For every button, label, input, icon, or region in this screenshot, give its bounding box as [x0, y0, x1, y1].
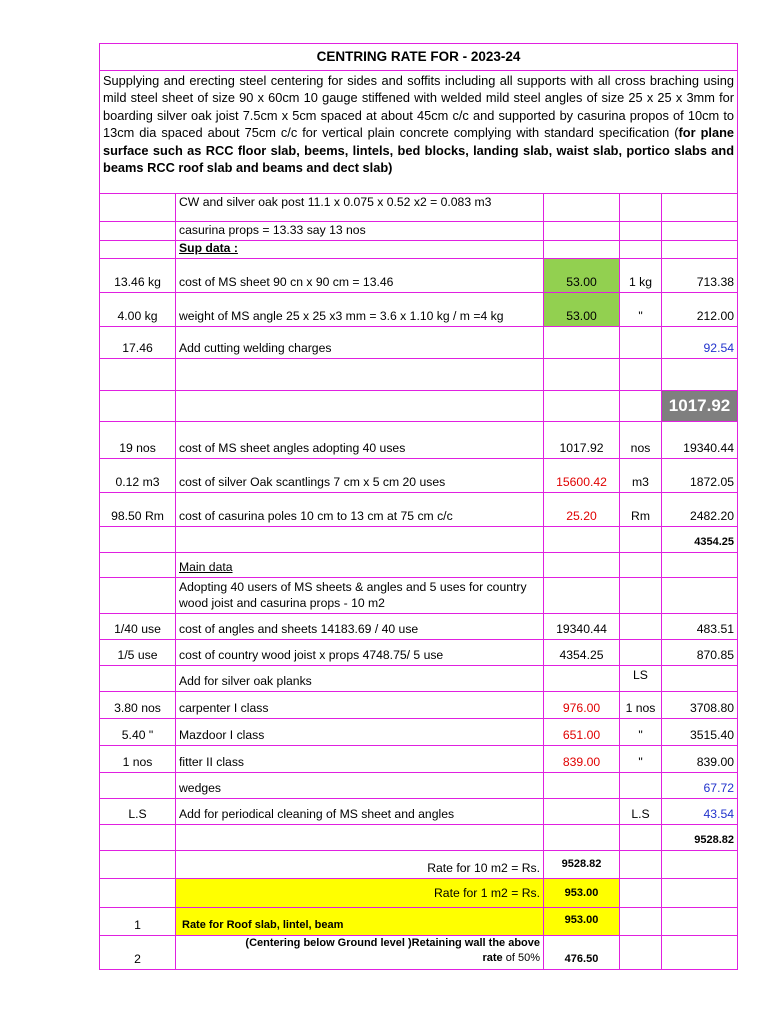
- sheet-angles-rate: 1017.92: [544, 422, 620, 459]
- angles-sheets-rate: 19340.44: [544, 614, 620, 640]
- ms-sheet-amount: 713.38: [662, 259, 738, 293]
- roof-rate-label: Rate for Roof slab, lintel, beam: [176, 908, 544, 936]
- wedges-amount: 67.72: [662, 773, 738, 799]
- fitter-rate: 839.00: [544, 746, 620, 773]
- centring-rate-table: [99, 43, 738, 970]
- country-wood-rate: 4354.25: [544, 640, 620, 666]
- description-text: Supplying and erecting steel centering for sides and soffits including all supports with all cross braching using mild steel sheet of size 90 x 60cm 10 gauge stiffened with welded mild steel angles of size 25 x 25 x 3mm for boarding silver oak joist 7.5cm x 5cm spaced at about 45cm c/c and supported by casurina propos of 10cm to 13cm dia spaced about 75cm c/c for vertical plain concrete complying with standard specification (: [103, 73, 735, 141]
- adopting-desc: Adopting 40 users of MS sheets & angles and 5 uses for country wood joist and casurina props - 10 m2: [176, 578, 544, 614]
- ms-sheet-rate: 53.00: [544, 259, 620, 293]
- carpenter-qty: 3.80 nos: [100, 692, 176, 719]
- carpenter-amount: 3708.80: [662, 692, 738, 719]
- carpenter-unit: 1 nos: [620, 692, 662, 719]
- description-bold: for plane surface such as RCC floor slab, beems, lintels, bed blocks, landing slab, waist slab, portico slabs and beams RCC roof slab and beams and dect slab): [103, 125, 735, 176]
- mazdoor-rate: 651.00: [544, 719, 620, 746]
- retaining-rate-value: 476.50: [544, 936, 620, 970]
- cutting-amount: 92.54: [662, 327, 738, 359]
- rate-1-value: 953.00: [544, 879, 620, 908]
- casurina-poles-qty: 98.50 Rm: [100, 493, 176, 527]
- retaining-wall-label: [176, 936, 544, 970]
- silver-oak-unit: m3: [620, 459, 662, 493]
- work-description: [100, 71, 738, 194]
- ms-angle-desc: weight of MS angle 25 x 25 x3 mm = 3.6 x 1.10 kg / m =4 kg: [176, 293, 544, 327]
- sheet-title: CENTRING RATE FOR - 2023-24: [100, 44, 738, 71]
- silver-planks-unit: LS: [620, 666, 662, 692]
- country-wood-amount: 870.85: [662, 640, 738, 666]
- subtotal-materials: 4354.25: [662, 527, 738, 553]
- silver-oak-rate: 15600.42: [544, 459, 620, 493]
- angles-sheets-desc: cost of angles and sheets 14183.69 / 40 use: [176, 614, 544, 640]
- main-data-label: Main data: [176, 553, 544, 578]
- ms-angle-qty: 4.00 kg: [100, 293, 176, 327]
- cleaning-desc: Add for periodical cleaning of MS sheet and angles: [176, 799, 544, 825]
- mazdoor-desc: Mazdoor I class: [176, 719, 544, 746]
- retaining-label-text: (Centering below Ground level )Retaining wall the above: [245, 937, 540, 949]
- angles-sheets-qty: 1/40 use: [100, 614, 176, 640]
- silver-oak-desc: cost of silver Oak scantlings 7 cm x 5 cm 20 uses: [176, 459, 544, 493]
- carpenter-rate: 976.00: [544, 692, 620, 719]
- silver-oak-amount: 1872.05: [662, 459, 738, 493]
- country-wood-desc: cost of country wood joist x props 4748.75/ 5 use: [176, 640, 544, 666]
- roof-item-no: 1: [100, 908, 176, 936]
- fitter-amount: 839.00: [662, 746, 738, 773]
- cutting-desc: Add cutting welding charges: [176, 327, 544, 359]
- roof-rate-value: 953.00: [544, 908, 620, 936]
- cutting-qty: 17.46: [100, 327, 176, 359]
- cleaning-unit: L.S: [620, 799, 662, 825]
- cleaning-qty: L.S: [100, 799, 176, 825]
- sheet-angles-desc: cost of MS sheet angles adopting 40 uses: [176, 422, 544, 459]
- mazdoor-qty: 5.40 ": [100, 719, 176, 746]
- rate-sheet: [99, 43, 737, 970]
- ms-sheet-desc: cost of MS sheet 90 cn x 90 cm = 13.46: [176, 259, 544, 293]
- fitter-qty: 1 nos: [100, 746, 176, 773]
- ms-angle-rate: 53.00: [544, 293, 620, 327]
- cw-post-desc: CW and silver oak post 11.1 x 0.075 x 0.52 x2 = 0.083 m3: [176, 194, 544, 222]
- ms-angle-amount: 212.00: [662, 293, 738, 327]
- carpenter-desc: carpenter I class: [176, 692, 544, 719]
- rate-10-value: 9528.82: [544, 851, 620, 879]
- retaining-of-50: of 50%: [502, 952, 540, 964]
- mazdoor-amount: 3515.40: [662, 719, 738, 746]
- grand-total: 9528.82: [662, 825, 738, 851]
- cleaning-amount: 43.54: [662, 799, 738, 825]
- fitter-desc: fitter II class: [176, 746, 544, 773]
- fitter-unit: ": [620, 746, 662, 773]
- ms-angle-unit: ": [620, 293, 662, 327]
- casurina-poles-amount: 2482.20: [662, 493, 738, 527]
- casurina-poles-rate: 25.20: [544, 493, 620, 527]
- sheet-angles-amount: 19340.44: [662, 422, 738, 459]
- mazdoor-unit: ": [620, 719, 662, 746]
- country-wood-qty: 1/5 use: [100, 640, 176, 666]
- subtotal-ms-sheet: 1017.92: [662, 391, 738, 422]
- casurina-poles-unit: Rm: [620, 493, 662, 527]
- wedges-desc: wedges: [176, 773, 544, 799]
- rate-10-label: Rate for 10 m2 = Rs.: [176, 851, 544, 879]
- casurina-poles-desc: cost of casurina poles 10 cm to 13 cm at 75 cm c/c: [176, 493, 544, 527]
- silver-oak-qty: 0.12 m3: [100, 459, 176, 493]
- angles-sheets-amount: 483.51: [662, 614, 738, 640]
- rate-1-label: Rate for 1 m2 = Rs.: [176, 879, 544, 908]
- ms-sheet-unit: 1 kg: [620, 259, 662, 293]
- sheet-angles-qty: 19 nos: [100, 422, 176, 459]
- retaining-item-no: 2: [100, 936, 176, 970]
- sheet-angles-unit: nos: [620, 422, 662, 459]
- casurina-desc: casurina props = 13.33 say 13 nos: [176, 222, 544, 241]
- silver-planks-desc: Add for silver oak planks: [176, 666, 544, 692]
- ms-sheet-qty: 13.46 kg: [100, 259, 176, 293]
- retaining-rate-word: rate: [482, 952, 503, 964]
- sup-data-label: Sup data :: [176, 241, 544, 259]
